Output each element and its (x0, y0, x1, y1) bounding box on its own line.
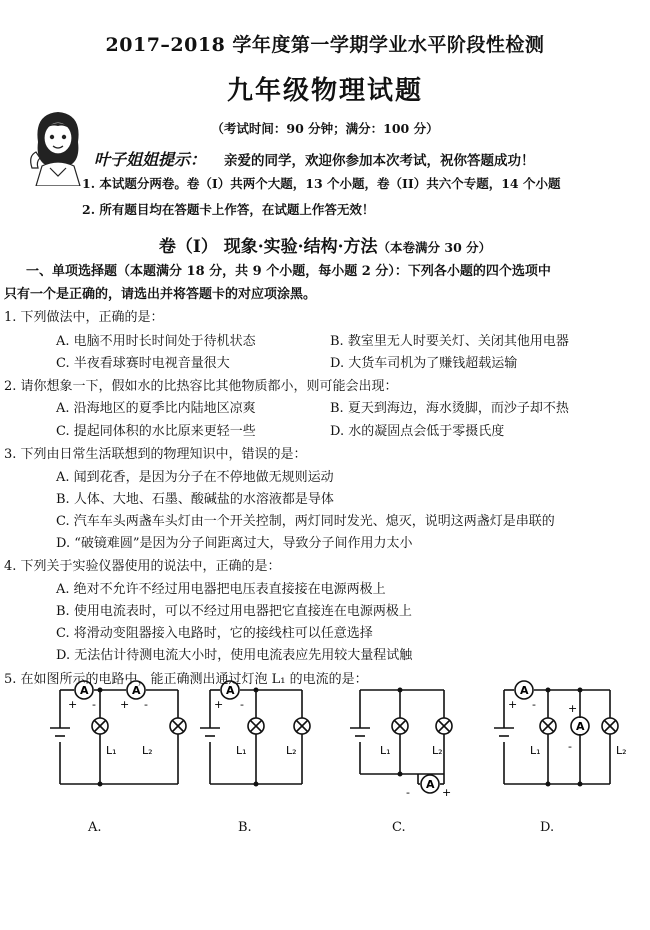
section-title: 卷（I） 现象·实验·结构·方法（本卷满分 30 分） (158, 237, 492, 257)
question-3: 3. 下列由日常生活联想到的物理知识中，错误的是： (4, 447, 307, 462)
circuit-a-plus-2: + (120, 698, 130, 711)
q1-option-b: B. 教室里无人时要关灯、关闭其他用电器 (330, 334, 569, 349)
circuit-b-lamp-2: L₂ (286, 744, 297, 757)
circuit-b-plus: + (214, 698, 224, 711)
q4-option-c: C. 将滑动变阻器接入电路时，它的接线柱可以任意选择 (56, 626, 373, 641)
q3-option-d: D. “破镜难圆”是因为分子间距离过大，导致分子间作用力太小 (56, 536, 413, 551)
circuit-d-lamp-2: L₂ (616, 744, 627, 757)
circuit-d-plus-2: + (568, 702, 578, 715)
circuit-diagram-a (40, 678, 200, 798)
exam-title: 2017–2018 学年度第一学期学业水平阶段性检测 (105, 34, 545, 56)
circuit-label-b: B. (238, 820, 252, 835)
q4-option-d: D. 无法估计待测电流大小时，使用电流表应先用较大量程试触 (56, 648, 413, 663)
circuit-c-meter: A (426, 778, 435, 791)
circuit-c-lamp-2: L₂ (432, 744, 443, 757)
q1-option-c: C. 半夜看球赛时电视音量很大 (56, 356, 230, 371)
circuit-b-meter: A (226, 684, 235, 697)
circuit-c-lamp-1: L₁ (380, 744, 391, 757)
circuit-d-lamp-1: L₁ (530, 744, 541, 757)
circuit-d-plus-1: + (508, 698, 518, 711)
circuit-c-minus: - (406, 786, 410, 798)
part-instructions-1: 一、单项选择题（本题满分 18 分，共 9 个小题，每小题 2 分）：下列各小题的四个选项中 (26, 264, 551, 279)
circuit-a-minus-1: - (92, 698, 96, 711)
circuit-d-meter-1: A (520, 684, 529, 697)
tip-text: 亲爱的同学，欢迎你参加本次考试，祝你答题成功！ (224, 153, 535, 169)
circuit-label-d: D. (540, 820, 555, 835)
question-2: 2. 请你想象一下，假如水的比热容比其他物质都小，则可能会出现： (4, 379, 398, 394)
circuit-diagram-c (340, 678, 500, 798)
part-instructions-2: 只有一个是正确的，请选出并将答题卡的对应项涂黑。 (4, 287, 317, 302)
question-4: 4. 下列关于实验仪器使用的说法中，正确的是： (4, 559, 281, 574)
circuit-d-minus-1: - (532, 698, 536, 711)
circuit-label-a: A. (88, 820, 102, 835)
q2-option-d: D. 水的凝固点会低于零摄氏度 (330, 424, 505, 439)
q1-option-a: A. 电脑不用时长时间处于待机状态 (56, 334, 256, 349)
exam-info: （考试时间：90 分钟；满分：100 分） (211, 121, 439, 136)
q1-option-d: D. 大货车司机为了赚钱超载运输 (330, 356, 518, 371)
circuit-c-plus: + (442, 786, 452, 798)
circuit-a-lamp-1: L₁ (106, 744, 117, 757)
circuit-b-lamp-1: L₁ (236, 744, 247, 757)
circuit-d-meter-2: A (576, 720, 585, 733)
q2-option-c: C. 提起同体积的水比原来更轻一些 (56, 424, 256, 439)
exam-subtitle: 九年级物理试题 (226, 76, 423, 106)
tip-title: 叶子姐姐提示： (94, 150, 207, 169)
q3-option-a: A. 闻到花香，是因为分子在不停地做无规则运动 (56, 470, 334, 485)
notice-1: 1. 本试题分两卷。卷（I）共两个大题，13 个小题，卷（II）共六个专题，14 个小题 (82, 176, 561, 191)
circuit-d-minus-2: - (568, 740, 572, 753)
q4-option-b: B. 使用电流表时，可以不经过用电器把它直接连在电源两极上 (56, 604, 412, 619)
q2-option-a: A. 沿海地区的夏季比内陆地区凉爽 (56, 401, 256, 416)
circuit-a-meter-2: A (132, 684, 141, 697)
circuit-b-minus: - (240, 698, 244, 711)
q3-option-b: B. 人体、大地、石墨、酸碱盐的水溶液都是导体 (56, 492, 334, 507)
circuit-a-minus-2: - (144, 698, 148, 711)
circuit-diagram-d (490, 678, 650, 798)
question-1: 1. 下列做法中，正确的是： (4, 310, 164, 325)
q3-option-c: C. 汽车车头两盏车头灯由一个开关控制，两灯同时发光、熄灭，说明这两盏灯是串联的 (56, 514, 555, 529)
q4-option-a: A. 绝对不允许不经过用电器把电压表直接接在电源两极上 (56, 582, 386, 597)
circuit-a-lamp-2: L₂ (142, 744, 153, 757)
circuit-a-meter-1: A (80, 684, 89, 697)
notice-2: 2. 所有题目均在答题卡上作答，在试题上作答无效！ (82, 202, 375, 217)
circuit-label-c: C. (392, 820, 406, 835)
q2-option-b: B. 夏天到海边，海水烫脚，而沙子却不热 (330, 401, 569, 416)
circuit-diagram-b (190, 678, 350, 798)
question-5: 5. 在如图所示的电路中，能正确测出通过灯泡 L₁ 的电流的是： (4, 672, 368, 687)
circuit-a-plus-1: + (68, 698, 78, 711)
